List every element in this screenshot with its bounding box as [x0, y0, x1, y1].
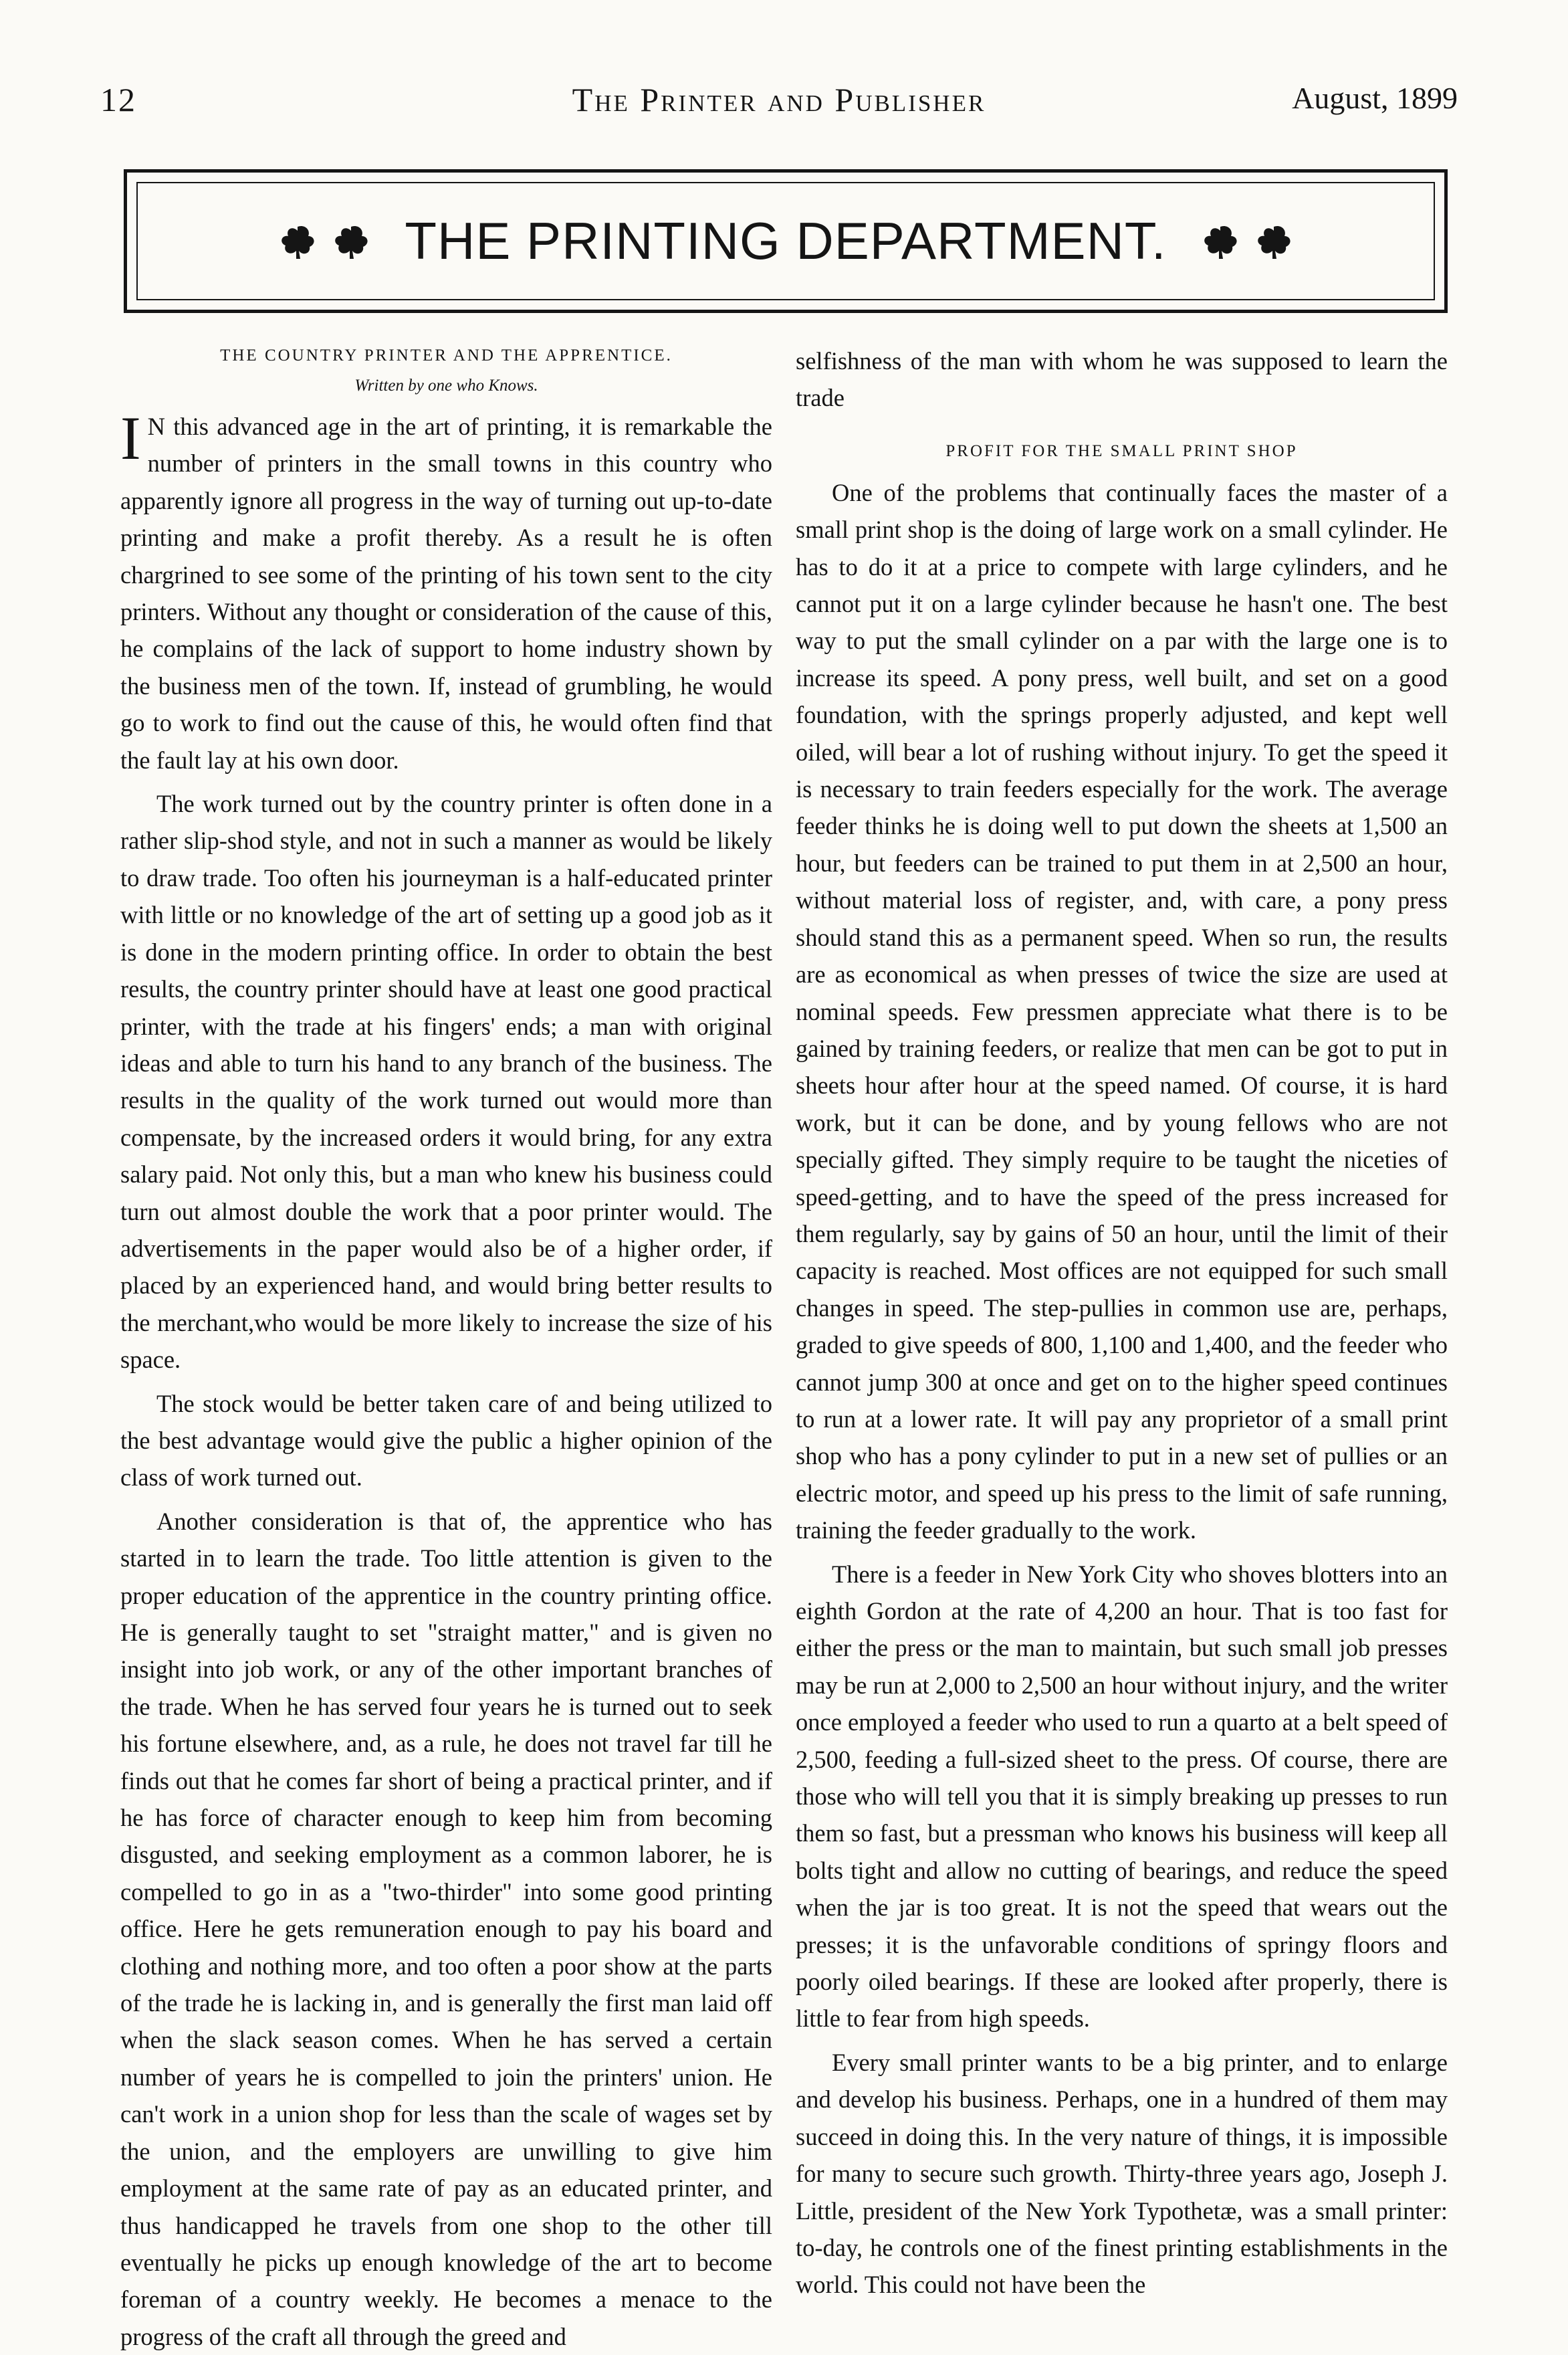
continuation-text: selfishness of the man with whom he was supposed to learn the trade — [796, 347, 1448, 412]
byline: Written by one who Knows. — [354, 377, 538, 395]
leaf-ornament-icon — [1200, 221, 1240, 262]
paragraph: Every small printer wants to be a big printer, and to enlarge and develop his business. Perhaps, one in a hundred of them may succeed in doing this. In the very nature of things, it is impossible for many to secure such growth. Thirty-three years ago, Joseph J. Little, president of the New York Typothetæ, was a small printer: to-day, he controls one of the finest printing establishments in the world. This could not have been the — [796, 2048, 1448, 2299]
issue-date: August, 1899 — [1292, 81, 1458, 115]
left-column — [120, 342, 772, 2355]
leaf-ornament-icon — [331, 221, 371, 262]
running-head — [100, 80, 1458, 127]
dropcap: I — [120, 404, 141, 472]
banner-title: THE PRINTING DEPARTMENT. — [405, 211, 1167, 270]
paragraph: There is a feeder in New York City who shoves blotters into an eighth Gordon at the rate of 4,200 an hour. That is too fast for either the press or the man to maintain, but such small job presses may be run at 2,000 to 2,500 an hour without injury, and the writer once employed a feeder who used to run a quarto at a belt speed of 2,500, feeding a full-sized sheet to the press. Of course, there are those who will tell you that it is simply breaking up presses to run them so fast, but a pressman who knows his business will keep all bolts tight and allow no cutting of bearings, and reduce the speed when the jar is too great. It is not the speed that wears out the presses; it is the unfavorable conditions of springy floors and poorly oiled bearings. If these are looked after properly, there is little to fear from high speeds. — [796, 1560, 1448, 2033]
page-number: 12 — [100, 81, 136, 118]
section-heading: PROFIT FOR THE SMALL PRINT SHOP — [945, 441, 1298, 460]
right-column — [796, 342, 1448, 2303]
article-title: THE COUNTRY PRINTER AND THE APPRENTICE. — [220, 346, 673, 365]
banner-frame — [136, 182, 1435, 300]
paragraph: The work turned out by the country printer is often done in a rather slip-shod style, and not in such a manner as would be likely to draw trade. Too often his journeyman is a half-educated printer with little or no knowledge of the art of setting up a good job as it is done in the modern printing office. In order to obtain the best results, the country printer should have at least one good practical printer, with the trade at his fingers' ends; a man with original ideas and able to turn his hand to any branch of the business. The results in the quality of the work turned out would more than compensate, by the increased orders it would bring, for any extra salary paid. Not only this, but a man who knew his business could turn out almost double the work that a poor printer would. The advertisements in the paper would also be of a higher order, if placed by an experienced hand, and would bring better results to the merchant,who would be more likely to increase the size of his space. — [120, 790, 772, 1374]
department-banner — [124, 169, 1448, 313]
paragraph: Another consideration is that of, the apprentice who has started in to learn the trade. Too little attention is given to the proper education of the apprentice in the country printing office. He is generally taught to set "straight matter," and is given no insight into job work, or any of the other important branches of the trade. When he has served four years he is turned out to seek his fortune elsewhere, and, as a rule, he does not travel far till he finds out that he comes far short of being a practical printer, and if he has force of character enough to keep him from becoming disgusted, and seeking employment as a common laborer, he is compelled to go in as a "two-thirder" into some good printing office. Here he gets remuneration enough to pay his board and clothing and nothing more, and too often a poor show at the parts of the trade he is lacking in, and is generally the first man laid off when the slack season comes. When he has served a certain number of years he is compelled to join the printers' union. He can't work in a union shop for less than the scale of wages set by the union, and the employers are unwilling to give him employment at the same rate of pay as an educated printer, and thus handicapped he travels from one shop to the other till eventually he picks up enough knowledge of the art to become foreman of a country weekly. He becomes a menace to the progress of the craft all through the greed and — [120, 1507, 772, 2350]
paragraph: I N this advanced age in the art of printing, it is remarkable the number of printers in the small towns in this country who apparently ignore all progress in the way of turning out up-to-date printing and make a profit thereby. As a result he is often chargrined to see some of the printing of his town sent to the city printers. Without any thought or consideration of the cause of this, he complains of the lack of support to home industry shown by the business men of the town. If, instead of grumbling, he would go to work to find out the cause of this, he would often find that the fault lay at his own door. — [120, 404, 772, 774]
leaf-ornament-icon — [277, 221, 318, 262]
journal-title: The Printer and Publisher — [572, 81, 986, 118]
paragraph: The stock would be better taken care of and being utilized to the best advantage would give the public a higher opinion of the class of work turned out. — [120, 1389, 772, 1492]
leaf-ornament-icon — [1254, 221, 1294, 262]
paragraph: One of the problems that continually faces the master of a small print shop is the doing of large work on a small cylinder. He has to do it at a price to compete with large cylinders, and he cannot put it on a large cylinder because he hasn't one. The best way to put the small cylinder on a par with the large one is to increase its speed. A pony press, well built, and set on a good foundation, with the springs properly adjusted, and kept well oiled, will bear a lot of rushing without injury. To get the speed it is necessary to train feeders especially for the work. The average feeder thinks he is doing well to put down the sheets at 1,500 an hour, but feeders can be trained to put them in at 2,500 an hour, without material loss of register, and, with care, a pony press should stand this as a permanent speed. When so run, the results are as economical as when presses of twice the size are used at nominal speeds. Few pressmen appreciate what there is to be gained by training feeders, or realize that men can be got to put in sheets hour after hour at the speed named. Of course, it is hard work, but it can be done, and by young fellows who are not specially gifted. They simply require to be taught the niceties of speed-getting, and to have the speed of the press increased for them regularly, say by gains of 50 an hour, until the limit of their capacity is reached. Most offices are not equipped for such small changes in speed. The step-pullies in common use are, perhaps, graded to give speeds of 800, 1,100 and 1,400, and the feeder who cannot jump 300 at once and get on to the higher speed continues to run at a lower rate. It will pay any proprietor of a small print shop who has a pony cylinder to put in a new set of pullies or an electric motor, and speed up his press to the limit of safe running, training the feeder gradually to the work. — [796, 478, 1448, 1544]
